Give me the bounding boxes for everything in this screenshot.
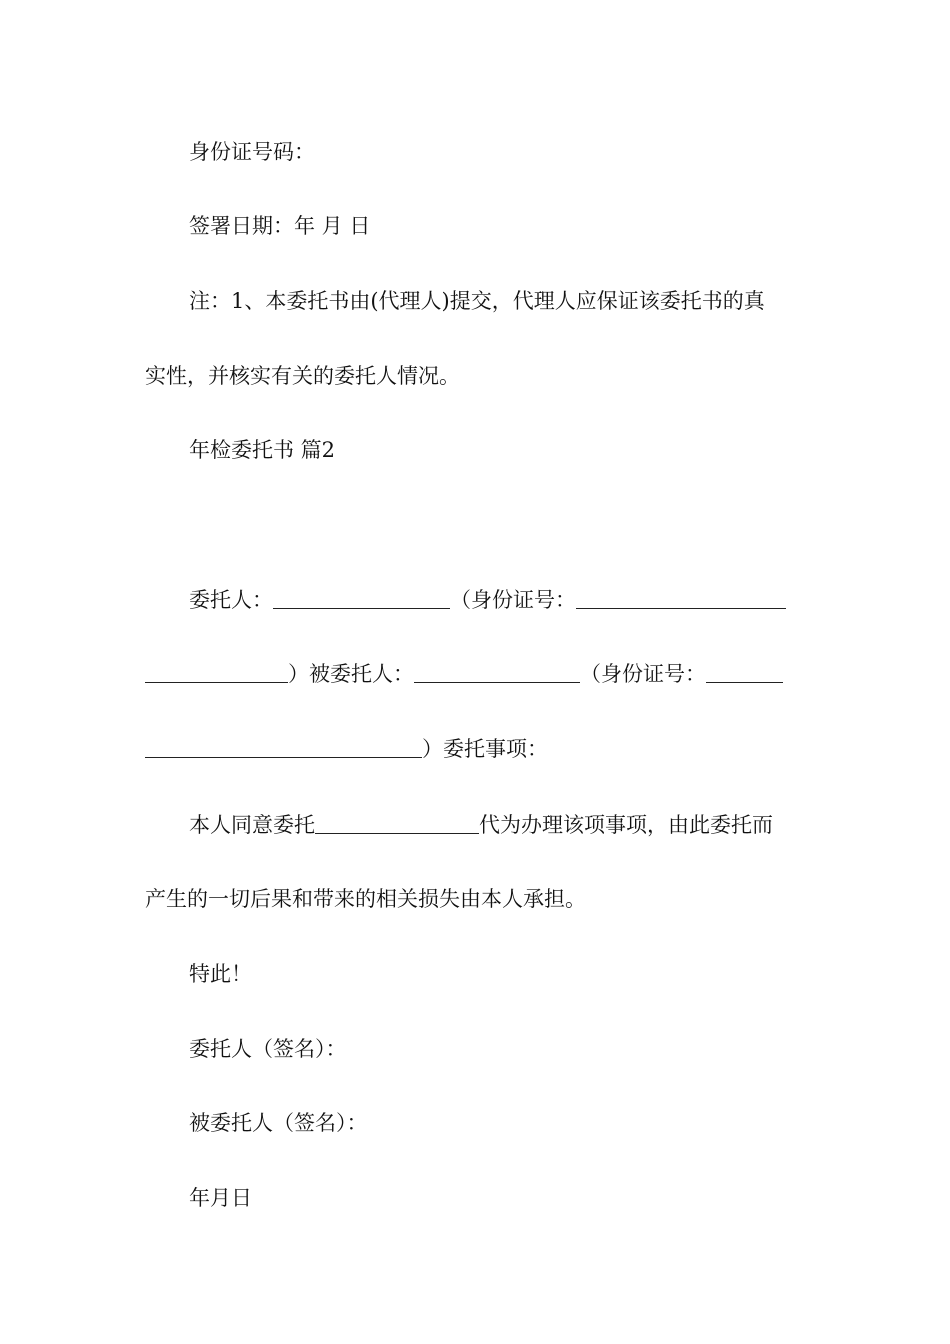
- consent-line-2: 产生的一切后果和带来的相关损失由本人承担。: [145, 887, 586, 911]
- id-label-2: （身份证号：: [580, 662, 706, 686]
- entrusted-party-blank: [315, 813, 479, 834]
- principal-id-blank-cont: [145, 662, 288, 683]
- principal-name-blank: [273, 588, 450, 609]
- section-title: 年检委托书 篇2: [189, 438, 336, 462]
- consent-prefix: 本人同意委托: [189, 813, 315, 837]
- date-line: 年月日: [189, 1186, 252, 1210]
- principal-label: 委托人：: [189, 588, 273, 612]
- principal-signature-line: 委托人（签名）：: [189, 1037, 347, 1061]
- agent-signature-line: 被委托人（签名）：: [189, 1111, 368, 1135]
- agent-label: ）被委托人：: [288, 662, 414, 686]
- note-line-2: 实性，并核实有关的委托人情况。: [145, 364, 460, 388]
- matter-line: [145, 734, 810, 764]
- hereby-line: 特此！: [189, 962, 252, 986]
- id-number-line: 身份证号码：: [189, 140, 315, 164]
- id-label-1: （身份证号：: [450, 588, 576, 612]
- agent-name-blank: [414, 662, 580, 683]
- sign-date-line: 签署日期：年 月 日: [189, 214, 371, 238]
- principal-line: [145, 585, 854, 615]
- note-line-1: 注：1、本委托书由(代理人)提交，代理人应保证该委托书的真: [189, 289, 765, 313]
- consent-suffix: 代为办理该项事项，由此委托而: [479, 813, 773, 837]
- matter-label: ）委托事项：: [422, 737, 548, 761]
- consent-line-1: [145, 810, 854, 840]
- agent-line: [145, 659, 810, 689]
- principal-id-blank: [576, 588, 786, 609]
- agent-id-blank: [706, 662, 783, 683]
- agent-id-blank-cont: [145, 737, 422, 758]
